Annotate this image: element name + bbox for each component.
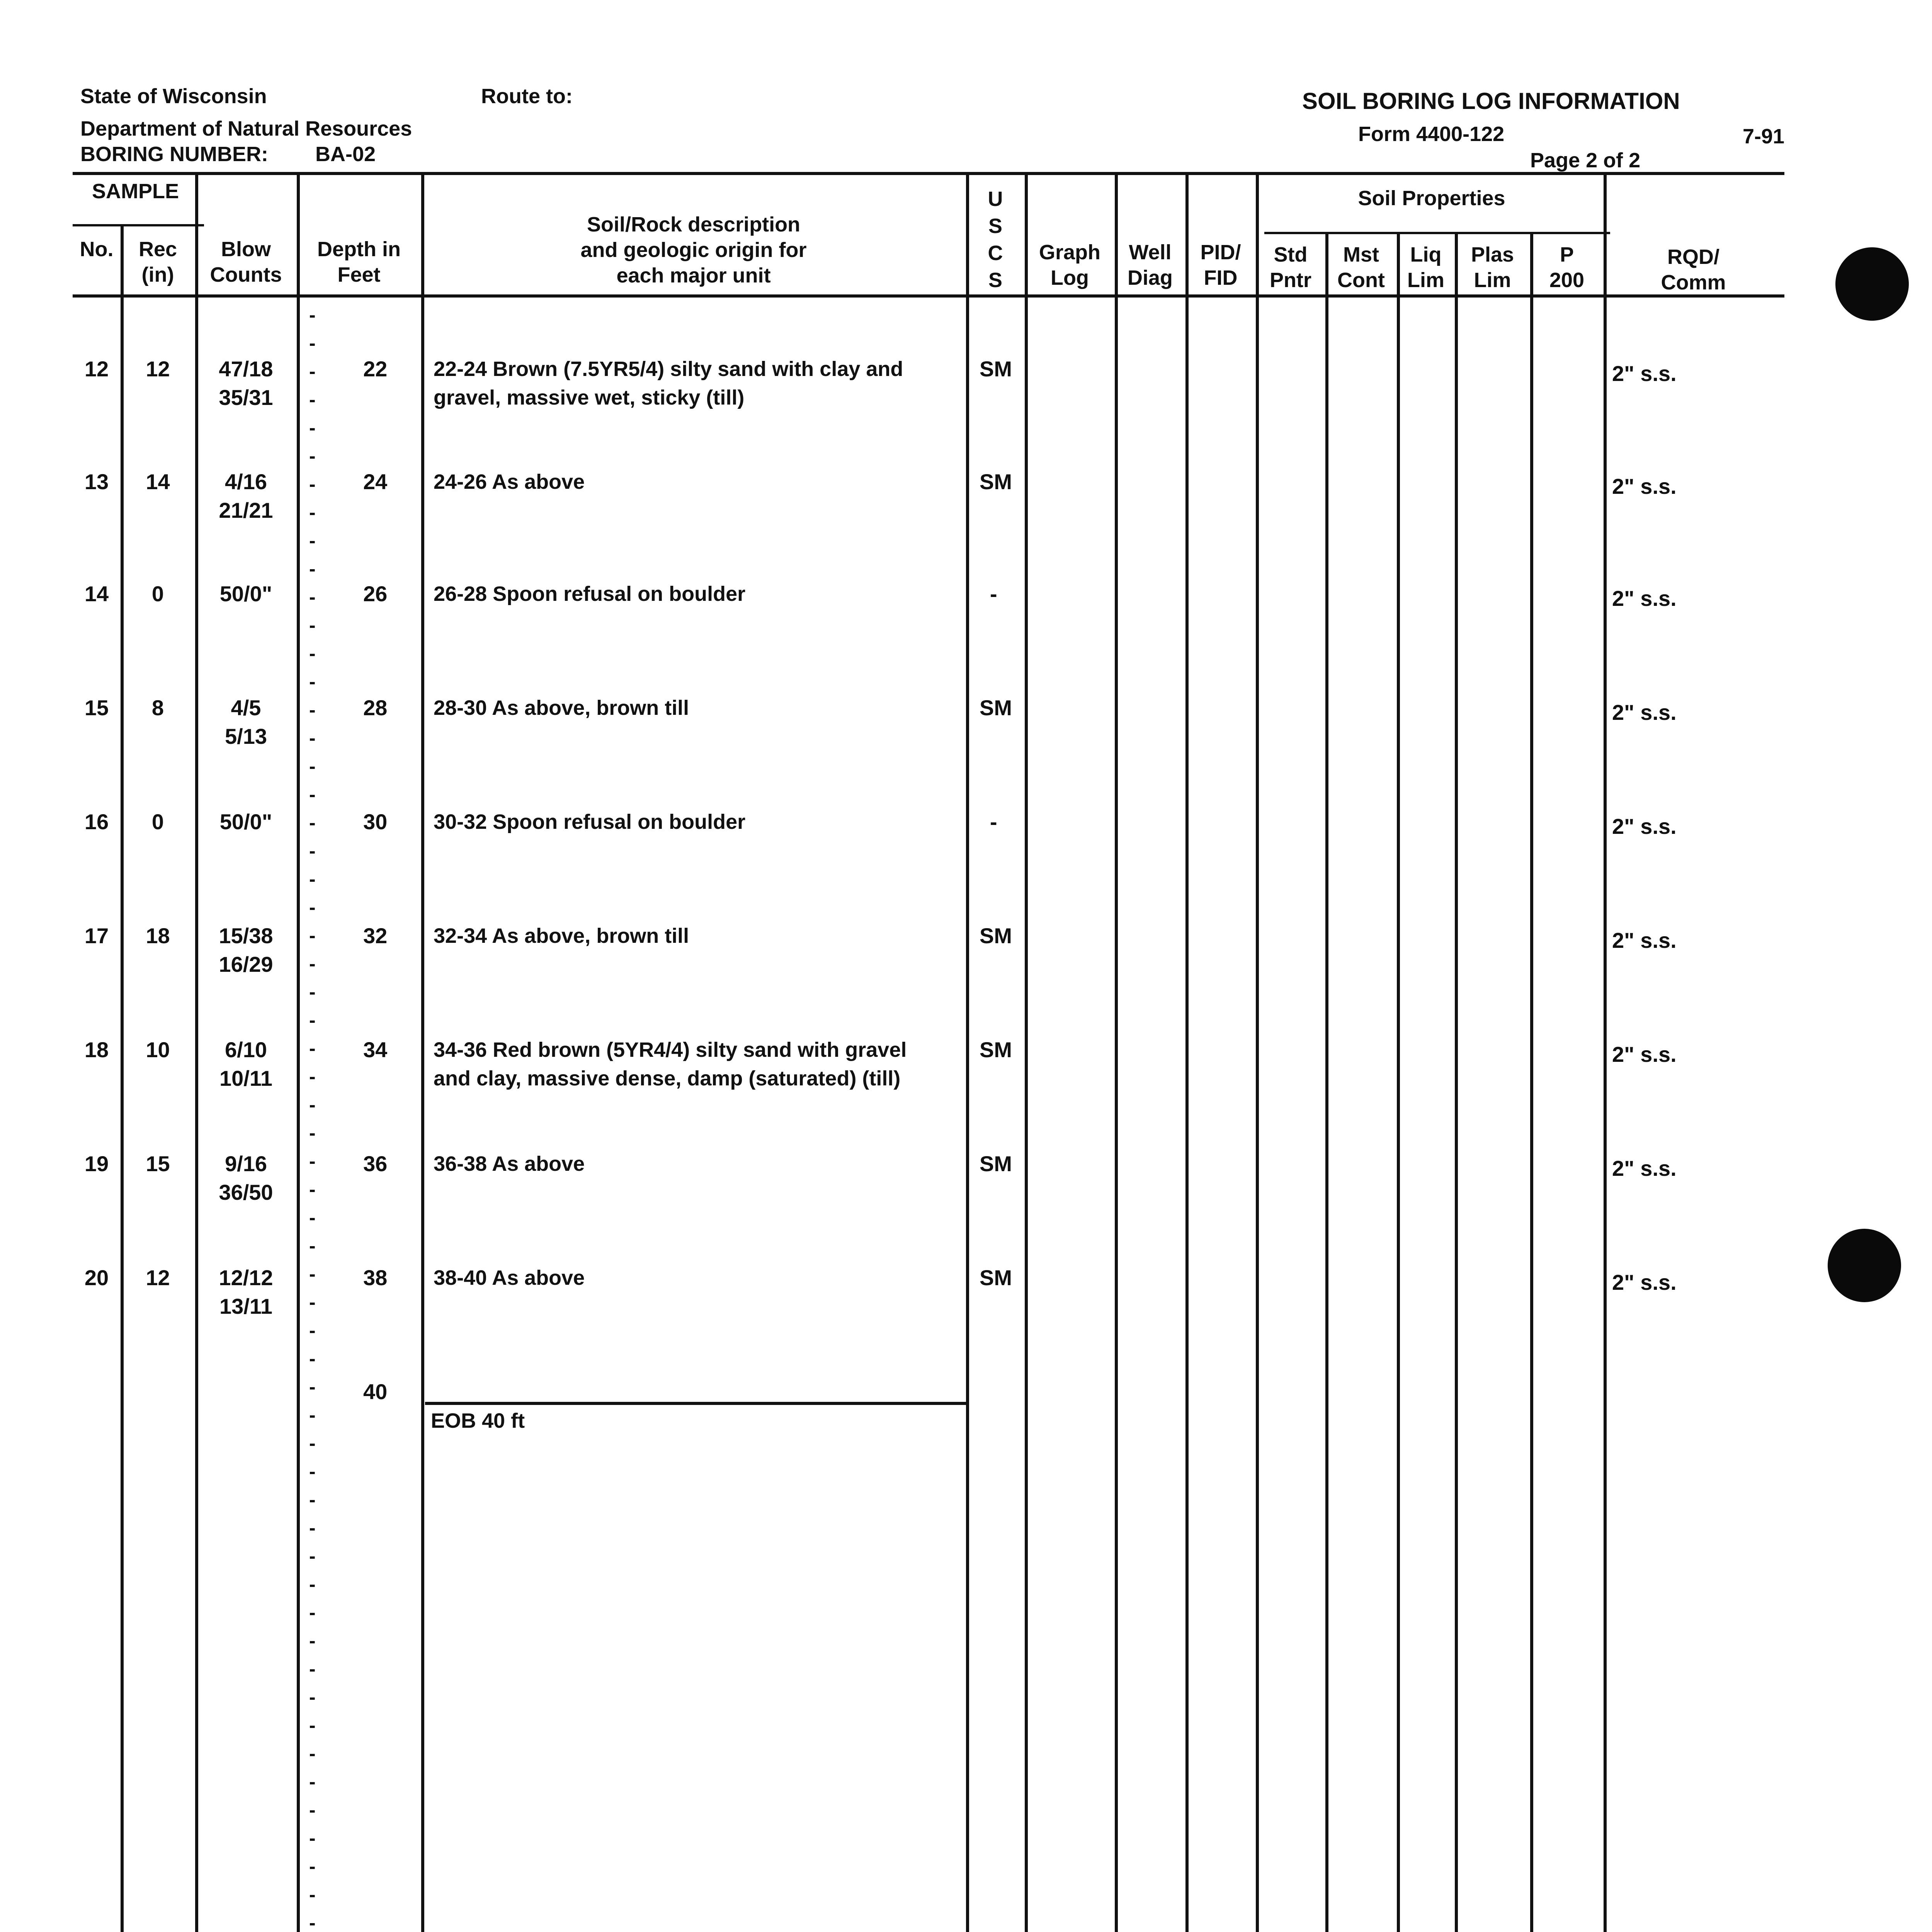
depth-tick: - bbox=[309, 1489, 316, 1510]
sample-header-rule bbox=[73, 224, 204, 226]
column-divider bbox=[1185, 175, 1189, 1932]
sample-number: 14 bbox=[84, 582, 109, 606]
mst-cont-header: Mst Cont bbox=[1337, 243, 1385, 292]
liq-lim-header: Liq Lim bbox=[1407, 243, 1444, 292]
plas-lim-header: Plas Lim bbox=[1471, 243, 1514, 292]
comment: 2" s.s. bbox=[1612, 928, 1677, 952]
sample-number: 13 bbox=[84, 469, 109, 494]
route-to-label: Route to: bbox=[481, 85, 573, 108]
depth-tick: - bbox=[309, 473, 316, 495]
column-divider bbox=[297, 175, 300, 1932]
depth-tick: - bbox=[309, 1884, 316, 1905]
depth-tick: - bbox=[309, 784, 316, 805]
blow-counts: 12/12 13/11 bbox=[219, 1265, 273, 1318]
boring-number-label: BORING NUMBER: bbox=[80, 143, 268, 166]
soil-properties-header-rule bbox=[1264, 232, 1610, 234]
well-diag-header: Well Diag bbox=[1127, 241, 1173, 289]
column-divider bbox=[421, 175, 424, 1932]
comment: 2" s.s. bbox=[1612, 1042, 1677, 1066]
depth-tick: - bbox=[309, 558, 316, 580]
depth-tick: - bbox=[309, 1827, 316, 1849]
sample-number: 19 bbox=[84, 1151, 109, 1176]
depth-tick: - bbox=[309, 1743, 316, 1764]
recovery: 14 bbox=[146, 469, 170, 494]
blow-counts: 50/0" bbox=[219, 810, 272, 834]
recovery: 18 bbox=[146, 923, 170, 948]
depth-tick: - bbox=[309, 1235, 316, 1257]
column-divider bbox=[1325, 232, 1328, 1932]
depth-tick: - bbox=[309, 671, 316, 692]
depth-header: Depth in Feet bbox=[317, 238, 401, 286]
depth-tick: - bbox=[309, 755, 316, 777]
comment: 2" s.s. bbox=[1612, 1156, 1677, 1180]
column-divider bbox=[966, 175, 969, 1932]
depth-tick: - bbox=[309, 1771, 316, 1793]
soil-description: 30-32 Spoon refusal on boulder bbox=[434, 810, 746, 833]
column-divider bbox=[1397, 232, 1400, 1932]
soil-description: 38-40 As above bbox=[434, 1266, 585, 1289]
sample-number: 15 bbox=[84, 696, 109, 720]
eob-rule bbox=[425, 1402, 966, 1405]
depth-tick: - bbox=[309, 1630, 316, 1651]
depth-tick: - bbox=[309, 502, 316, 523]
depth-tick: - bbox=[309, 586, 316, 608]
uscs-code: SM bbox=[980, 1265, 1012, 1290]
p200-header: P 200 bbox=[1549, 243, 1585, 292]
comment: 2" s.s. bbox=[1612, 814, 1677, 838]
soil-description: 36-38 As above bbox=[434, 1152, 585, 1175]
recovery: 15 bbox=[146, 1151, 170, 1176]
binder-hole bbox=[1828, 1229, 1901, 1302]
depth-tick: - bbox=[309, 1009, 316, 1031]
depth-tick: - bbox=[309, 530, 316, 551]
table-top-rule bbox=[73, 172, 1784, 175]
uscs-code: SM bbox=[980, 696, 1012, 720]
blow-counts: 15/38 16/29 bbox=[219, 923, 273, 976]
depth-tick: - bbox=[309, 1461, 316, 1482]
depth-marker: 24 bbox=[363, 469, 388, 494]
depth-tick: - bbox=[309, 1291, 316, 1313]
depth-tick: - bbox=[309, 389, 316, 410]
sample-header: SAMPLE bbox=[92, 180, 179, 203]
end-of-boring-note: EOB 40 ft bbox=[431, 1409, 525, 1432]
soil-description: 22-24 Brown (7.5YR5/4) silty sand with clay and gravel, massive wet, sticky (till) bbox=[434, 357, 903, 409]
column-divider bbox=[1530, 232, 1533, 1932]
depth-tick: - bbox=[309, 1573, 316, 1595]
depth-tick: - bbox=[309, 868, 316, 890]
depth-tick: - bbox=[309, 1376, 316, 1398]
form-title: SOIL BORING LOG INFORMATION bbox=[1302, 88, 1680, 114]
sample-number: 12 bbox=[84, 357, 109, 381]
soil-description: 26-28 Spoon refusal on boulder bbox=[434, 582, 746, 605]
depth-tick: - bbox=[309, 1179, 316, 1200]
depth-marker: 38 bbox=[363, 1265, 388, 1290]
depth-tick: - bbox=[309, 1432, 316, 1454]
blow-counts: 50/0" bbox=[219, 582, 272, 606]
depth-tick: - bbox=[309, 643, 316, 664]
column-divider bbox=[1256, 175, 1259, 1932]
rqd-comm-header: RQD/ Comm bbox=[1661, 245, 1726, 294]
column-header-rule bbox=[73, 294, 1784, 298]
depth-tick: - bbox=[309, 981, 316, 1003]
column-divider bbox=[1455, 232, 1458, 1932]
no-header: No. bbox=[80, 238, 114, 261]
depth-tick: - bbox=[309, 1658, 316, 1680]
depth-tick: - bbox=[309, 1150, 316, 1172]
boring-number-value: BA-02 bbox=[315, 143, 376, 166]
blow-counts-header: Blow Counts bbox=[210, 238, 282, 286]
depth-marker: 22 bbox=[363, 357, 388, 381]
comment: 2" s.s. bbox=[1612, 586, 1677, 611]
soil-properties-header: Soil Properties bbox=[1358, 187, 1505, 210]
depth-marker: 28 bbox=[363, 696, 388, 720]
depth-tick: - bbox=[309, 699, 316, 721]
depth-tick: - bbox=[309, 304, 316, 326]
column-divider bbox=[1604, 175, 1607, 1932]
binder-hole bbox=[1835, 247, 1909, 321]
recovery: 12 bbox=[146, 1265, 170, 1290]
depth-tick: - bbox=[309, 1037, 316, 1059]
comment: 2" s.s. bbox=[1612, 474, 1677, 498]
depth-tick: - bbox=[309, 1094, 316, 1116]
comment: 2" s.s. bbox=[1612, 700, 1677, 724]
depth-marker: 30 bbox=[363, 810, 388, 834]
depth-tick: - bbox=[309, 1263, 316, 1285]
recovery: 10 bbox=[146, 1037, 170, 1062]
recovery: 8 bbox=[151, 696, 164, 720]
depth-tick: - bbox=[309, 1122, 316, 1144]
column-divider bbox=[1115, 175, 1118, 1932]
final-depth-marker: 40 bbox=[363, 1379, 388, 1404]
blow-counts: 6/10 10/11 bbox=[219, 1037, 273, 1090]
uscs-code: - bbox=[990, 582, 997, 606]
depth-tick: - bbox=[309, 1517, 316, 1539]
department-label: Department of Natural Resources bbox=[80, 117, 412, 140]
std-pntr-header: Std Pntr bbox=[1270, 243, 1311, 292]
soil-description: 34-36 Red brown (5YR4/4) silty sand with gravel and clay, massive dense, damp (saturated) (till) bbox=[434, 1038, 907, 1090]
recovery: 12 bbox=[146, 357, 170, 381]
graph-log-header: Graph Log bbox=[1039, 241, 1101, 289]
uscs-code: SM bbox=[980, 357, 1012, 381]
depth-tick: - bbox=[309, 1602, 316, 1623]
depth-tick: - bbox=[309, 812, 316, 833]
form-revision: 7-91 bbox=[1743, 125, 1785, 148]
comment: 2" s.s. bbox=[1612, 361, 1677, 386]
sample-number: 17 bbox=[84, 923, 109, 948]
depth-tick: - bbox=[309, 1714, 316, 1736]
blow-counts: 4/5 5/13 bbox=[225, 696, 267, 748]
depth-marker: 26 bbox=[363, 582, 388, 606]
uscs-code: SM bbox=[980, 1037, 1012, 1062]
depth-tick: - bbox=[309, 1348, 316, 1369]
pid-fid-header: PID/ FID bbox=[1200, 241, 1241, 289]
page-number: Page 2 of 2 bbox=[1530, 149, 1641, 172]
depth-tick: - bbox=[309, 1207, 316, 1228]
description-header: Soil/Rock description and geologic origin for each major unit bbox=[580, 213, 807, 287]
depth-tick: - bbox=[309, 840, 316, 862]
depth-tick: - bbox=[309, 417, 316, 439]
depth-marker: 36 bbox=[363, 1151, 388, 1176]
sample-number: 20 bbox=[84, 1265, 109, 1290]
blow-counts: 47/18 35/31 bbox=[219, 357, 273, 410]
depth-tick: - bbox=[309, 925, 316, 946]
depth-tick: - bbox=[309, 445, 316, 467]
sample-number: 16 bbox=[84, 810, 109, 834]
blow-counts: 9/16 36/50 bbox=[219, 1151, 273, 1204]
depth-tick: - bbox=[309, 953, 316, 975]
depth-tick: - bbox=[309, 1686, 316, 1708]
column-divider bbox=[1025, 175, 1028, 1932]
rec-header: Rec (in) bbox=[138, 238, 177, 286]
uscs-header: U S C S bbox=[988, 187, 1003, 292]
depth-tick: - bbox=[309, 727, 316, 749]
depth-tick: - bbox=[309, 1912, 316, 1932]
depth-marker: 32 bbox=[363, 923, 388, 948]
soil-description: 24-26 As above bbox=[434, 470, 585, 493]
uscs-code: SM bbox=[980, 1151, 1012, 1176]
soil-description: 32-34 As above, brown till bbox=[434, 924, 689, 947]
soil-description: 28-30 As above, brown till bbox=[434, 696, 689, 719]
state-label: State of Wisconsin bbox=[80, 85, 267, 108]
blow-counts: 4/16 21/21 bbox=[219, 469, 273, 522]
depth-marker: 34 bbox=[363, 1037, 388, 1062]
depth-tick: - bbox=[309, 1855, 316, 1877]
depth-tick: - bbox=[309, 614, 316, 636]
recovery: 0 bbox=[151, 582, 164, 606]
depth-tick: - bbox=[309, 1066, 316, 1087]
depth-tick: - bbox=[309, 1799, 316, 1821]
recovery: 0 bbox=[151, 810, 164, 834]
depth-tick: - bbox=[309, 1320, 316, 1341]
depth-tick: - bbox=[309, 361, 316, 382]
depth-tick: - bbox=[309, 1404, 316, 1426]
depth-tick: - bbox=[309, 332, 316, 354]
depth-tick: - bbox=[309, 1545, 316, 1567]
depth-tick: - bbox=[309, 896, 316, 918]
comment: 2" s.s. bbox=[1612, 1270, 1677, 1294]
sample-number: 18 bbox=[84, 1037, 109, 1062]
uscs-code: SM bbox=[980, 923, 1012, 948]
uscs-code: SM bbox=[980, 469, 1012, 494]
uscs-code: - bbox=[990, 810, 997, 834]
form-number: Form 4400-122 bbox=[1358, 122, 1505, 146]
